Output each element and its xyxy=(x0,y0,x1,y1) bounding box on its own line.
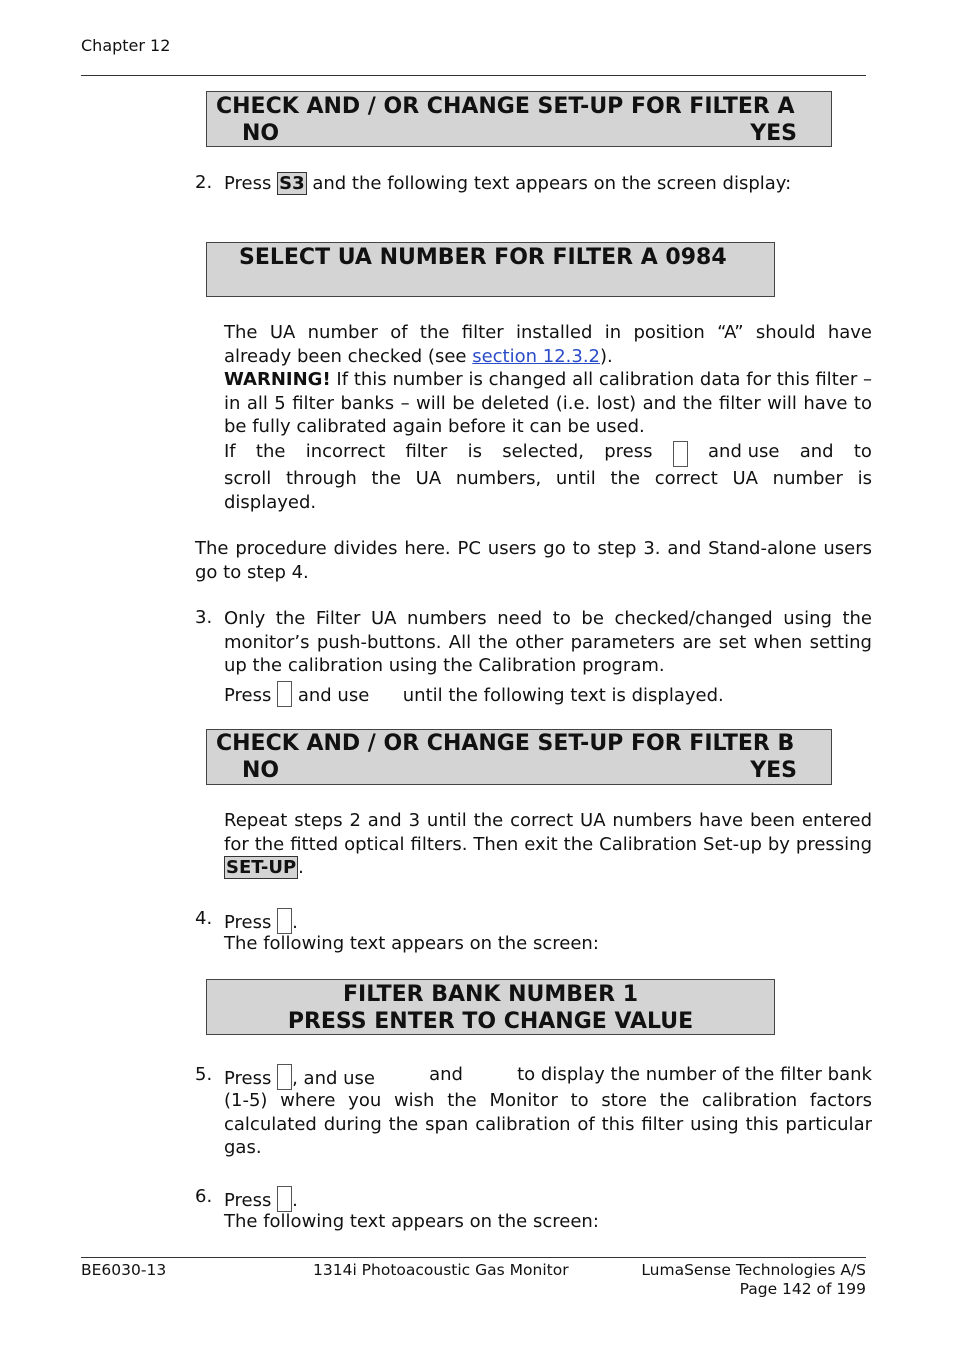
press-word: Press xyxy=(224,685,272,706)
warning-label: WARNING! xyxy=(224,369,331,390)
display-no: NO xyxy=(242,121,280,146)
step6-press-line xyxy=(224,1186,298,1212)
until-text: until the following text is displayed. xyxy=(402,685,724,706)
word: to xyxy=(853,441,872,462)
section-link[interactable]: section 12.3.2 xyxy=(472,345,601,367)
and-use-word: and use xyxy=(297,685,370,706)
word: and xyxy=(799,441,834,462)
warning-text: If this number is changed all calibration data for this filter – in all 5 filter banks – will be deleted (i.e. lost) and the filter will have to be fully calibrated again before it can be used. xyxy=(224,369,872,437)
warning-paragraph xyxy=(224,368,872,439)
and-word: and xyxy=(429,1064,463,1085)
word: selected, xyxy=(502,441,584,462)
footer-page: Page 142 of 199 xyxy=(739,1280,866,1298)
step5-press-line xyxy=(224,1064,872,1090)
enter-button-icon xyxy=(277,1186,292,1212)
word: filter xyxy=(405,441,448,462)
press-group xyxy=(224,1064,375,1090)
footer-rule xyxy=(81,1257,866,1258)
enter-button-icon xyxy=(277,681,292,707)
enter-button-icon xyxy=(673,441,688,467)
step6-following: The following text appears on the screen: xyxy=(224,1211,599,1232)
enter-button-icon xyxy=(277,908,292,934)
ua-paragraph xyxy=(224,321,872,368)
display-line-2: PRESS ENTER TO CHANGE VALUE xyxy=(287,1009,694,1034)
display-line: SELECT UA NUMBER FOR FILTER A 0984 xyxy=(239,245,727,270)
word: If xyxy=(224,441,236,462)
press-word: Press xyxy=(224,1068,272,1089)
and-use-word: , and use xyxy=(292,1068,375,1089)
word: the xyxy=(255,441,286,462)
display-box-filter-b xyxy=(206,729,832,785)
repeat-end: . xyxy=(298,857,304,878)
ua-text: The UA number of the filter installed in position “A” should have already been checked (see xyxy=(224,322,872,367)
incorrect-line xyxy=(224,441,872,467)
scroll-paragraph: scroll through the UA numbers, until the correct UA number is displayed. xyxy=(224,468,872,513)
step-number: 5. xyxy=(195,1064,213,1085)
press-word: Press xyxy=(224,912,272,933)
footer-product: 1314i Photoacoustic Gas Monitor xyxy=(313,1261,569,1279)
step4-following: The following text appears on the screen: xyxy=(224,933,599,954)
chapter-header: Chapter 12 xyxy=(81,36,171,55)
display-line: CHECK AND / OR CHANGE SET-UP FOR FILTER A xyxy=(216,94,795,119)
footer-doc-number: BE6030-13 xyxy=(81,1261,167,1279)
display-yes: YES xyxy=(750,758,797,783)
step3-text: Only the Filter UA numbers need to be checked/changed using the monitor’s push-buttons. All the other parameters are set when setting up the calibration using the Calibration program. xyxy=(224,608,872,676)
repeat-text: Repeat steps 2 and 3 until the correct UA numbers have been entered for the fitted optical filters. Then exit the Calibration Set-up by pressing xyxy=(224,810,872,855)
display-box-select-ua xyxy=(206,242,775,297)
ua-text-end: ). xyxy=(600,345,613,367)
step-number: 4. xyxy=(195,908,213,929)
procedure-paragraph: The procedure divides here. PC users go to step 3. and Stand-alone users go to step 4. xyxy=(195,538,872,583)
display-no: NO xyxy=(242,758,280,783)
step2-text xyxy=(224,172,791,195)
footer-company: LumaSense Technologies A/S xyxy=(641,1261,866,1279)
to-display-text: to display the number of the filter bank xyxy=(517,1064,872,1085)
display-yes: YES xyxy=(750,121,797,146)
key-s3: S3 xyxy=(279,173,305,194)
enter-button-icon xyxy=(277,1064,292,1090)
display-box-filter-bank xyxy=(206,979,775,1035)
key-setup: SET-UP xyxy=(226,857,297,878)
display-line: FILTER BANK NUMBER 1 xyxy=(342,982,638,1007)
repeat-paragraph xyxy=(224,809,872,880)
step-number: 6. xyxy=(195,1186,213,1207)
press-word: Press xyxy=(224,173,272,194)
display-box-filter-a xyxy=(206,91,832,147)
step4-press-line xyxy=(224,908,298,934)
display-line: CHECK AND / OR CHANGE SET-UP FOR FILTER B xyxy=(216,731,795,756)
word: incorrect xyxy=(305,441,386,462)
dot: . xyxy=(292,912,298,933)
step-number: 3. xyxy=(195,607,213,628)
step-number: 2. xyxy=(195,172,213,193)
step2-rest: and the following text appears on the screen display: xyxy=(312,173,792,194)
word: and use xyxy=(708,441,780,462)
step5-rest: (1-5) where you wish the Monitor to store the calibration factors calculated during the span calibration of this filter using this particular gas. xyxy=(224,1090,872,1158)
press-word: Press xyxy=(224,1190,272,1211)
word: press xyxy=(604,441,653,462)
dot: . xyxy=(292,1190,298,1211)
word: is xyxy=(467,441,482,462)
step3-press-line xyxy=(224,681,724,707)
header-rule xyxy=(81,75,866,76)
